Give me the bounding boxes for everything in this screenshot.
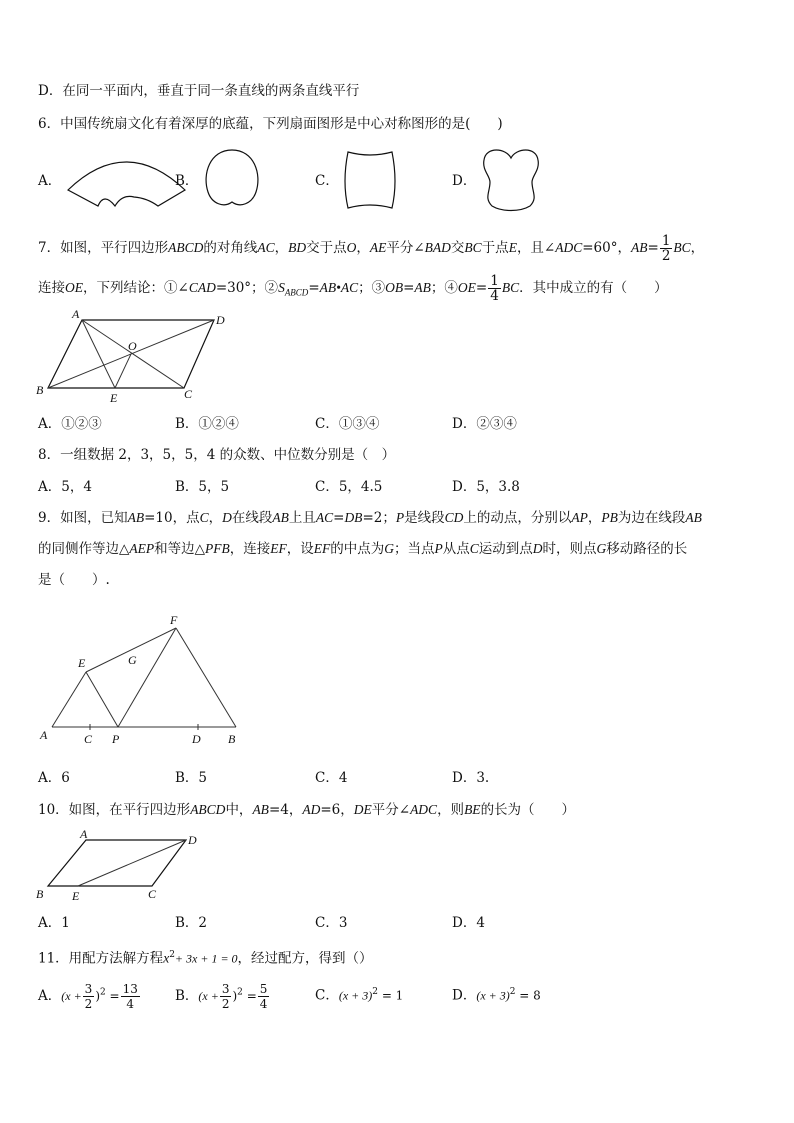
q7-var: OE	[457, 280, 476, 295]
q9-text: 为边在线段	[617, 510, 686, 526]
q11-equation: + 3x + 1 = 0	[174, 951, 238, 966]
q9-text: 的中点为	[330, 541, 385, 557]
q7-text: =60°，	[582, 240, 631, 256]
q9-label-f: F	[170, 613, 178, 627]
q6-fan-shape-b	[200, 146, 264, 212]
q8-option-a: A．5，4	[38, 479, 92, 495]
q8-option-b: B．5，5	[175, 479, 230, 495]
q9-var: PFB	[205, 541, 230, 556]
q9-stem-line2	[38, 539, 687, 559]
q9-text: =10，点	[144, 510, 200, 526]
q9-option-d: D．3.	[452, 770, 490, 786]
q7-var: AB	[631, 240, 648, 255]
q9-var: AB	[272, 510, 289, 525]
q7-var: BC	[673, 240, 691, 255]
q11-exponent: 2	[372, 987, 378, 997]
q10-text: ，则	[437, 802, 465, 818]
q11-expr: = 8	[515, 988, 541, 1003]
q7-text: =30°；②	[215, 280, 279, 296]
q9-var: C	[199, 510, 209, 525]
fraction-denominator: 2	[661, 248, 671, 264]
q11-expr: (x + 3)	[476, 988, 510, 1003]
q11-fraction	[83, 982, 95, 1011]
q7-var: BC	[464, 240, 482, 255]
q7-stem-line1	[38, 234, 704, 263]
q8-option-d: D．5，3.8	[452, 479, 520, 495]
q11-text: 11．用配方法解方程	[38, 950, 164, 967]
q10-var: BE	[464, 802, 481, 817]
q9-var: AB	[685, 510, 702, 525]
q10-text: 平分∠	[371, 802, 411, 818]
q9-text: 在线段	[231, 510, 273, 526]
q10-label-b: B	[36, 887, 44, 901]
q7-label-e: E	[110, 391, 118, 405]
q7-text: 交于点	[306, 240, 347, 256]
q10-text: =6，	[320, 802, 354, 818]
q10-var: AB	[252, 802, 269, 817]
q11-expr: =	[242, 989, 257, 1003]
q9-text: ，连接	[229, 541, 271, 557]
q7-var: E	[508, 240, 517, 255]
q9-var: P	[395, 510, 405, 525]
q11-option-b	[175, 982, 270, 1011]
q11-option-c	[315, 982, 403, 1006]
q9-text: 上的动点，分别以	[463, 510, 572, 526]
q9-label-g: G	[128, 653, 137, 667]
q9-var: EF	[313, 541, 331, 556]
q7-text: ，	[690, 240, 705, 256]
q9-text: 上且	[288, 510, 316, 526]
q7-option-a: A．①②③	[38, 416, 102, 432]
fraction-numerator: 1	[661, 233, 671, 249]
q9-segment-ep	[86, 672, 118, 727]
q9-text: =2；	[362, 510, 396, 526]
q11-exponent: 2	[509, 987, 516, 997]
q7-text: =	[403, 280, 415, 296]
fraction-numerator: 1	[490, 273, 499, 289]
fraction-numerator: 5	[259, 982, 268, 996]
q10-var: AD	[302, 802, 321, 817]
q9-label-a: A	[40, 728, 48, 742]
q11-exponent: 2	[237, 987, 243, 998]
q7-segment-ae	[82, 320, 115, 388]
q7-parallelogram-figure	[34, 306, 244, 406]
q11-expr: )	[95, 989, 100, 1003]
q11-expr: = 1	[378, 988, 404, 1003]
q9-option-a: A．6	[38, 770, 70, 786]
q11-expr: (x + 3)	[338, 988, 373, 1003]
q10-option-b: B．2	[175, 915, 208, 931]
q7-text: 交	[450, 240, 465, 256]
q9-segment-ae	[52, 672, 86, 727]
q9-label-p: P	[112, 732, 120, 746]
fraction-denominator: 4	[126, 997, 135, 1011]
q9-var: AB	[127, 510, 145, 525]
q7-var: S	[278, 280, 285, 295]
q7-text: 平分∠	[386, 240, 425, 256]
q8-option-c: C．5，4.5	[315, 479, 383, 495]
q11-var: x	[163, 950, 170, 966]
fraction-numerator: 3	[84, 982, 93, 996]
fraction-denominator: 4	[259, 997, 268, 1011]
q7-option-c: C．①③④	[315, 416, 380, 432]
q9-text: 移动路径的长	[606, 541, 688, 557]
q11-expr: (x +	[61, 989, 82, 1003]
q6-fan-shape-d	[478, 146, 544, 214]
q6-fan-shape-a	[62, 148, 192, 210]
q9-option-b: B．5	[175, 770, 208, 786]
q7-diagonal-ac	[82, 320, 184, 388]
q6-option-d-label: D．	[452, 173, 477, 189]
q7-stem-line2	[38, 274, 668, 303]
q7-text: ，	[356, 240, 370, 256]
q7-var: OB	[385, 280, 404, 295]
q8-stem: 8．一组数据 2，3，5，5，4 的众数、中位数分别是（ ）	[38, 447, 396, 463]
q9-text: ；当点	[394, 541, 435, 557]
q10-stem	[38, 800, 575, 820]
q7-var: AB•AC	[319, 280, 359, 295]
q9-var: G	[384, 541, 395, 556]
q10-var: DE	[353, 802, 372, 817]
q9-stem-line1	[38, 508, 702, 528]
q7-fraction-quarter	[488, 274, 501, 303]
q11-expr: =	[105, 989, 120, 1003]
q9-var: C	[469, 541, 479, 556]
fraction-denominator: 4	[490, 288, 499, 304]
q10-text: =4，	[268, 802, 303, 818]
q11-stem	[38, 945, 373, 969]
fraction-denominator: 2	[221, 997, 230, 1011]
q11-option-d	[452, 982, 541, 1006]
q10-parallelogram-abcd	[48, 840, 186, 886]
q9-var: D	[532, 541, 543, 556]
q10-segment-de	[78, 840, 186, 886]
q10-text: 中，	[225, 802, 253, 818]
q7-var: BAD	[424, 240, 451, 255]
q9-equilateral-triangles-figure	[36, 612, 246, 747]
fraction-denominator: 2	[84, 997, 93, 1011]
q9-text: 时，则点	[542, 541, 597, 557]
q10-label-a: A	[80, 827, 88, 841]
q9-text: 是线段	[404, 510, 445, 526]
q9-var: AC	[315, 510, 334, 525]
q7-text: 7．如图，平行四边形	[38, 240, 169, 256]
q9-text: ，设	[286, 541, 314, 557]
q7-text: ．其中成立的有（ ）	[519, 280, 668, 296]
q11-fraction	[258, 982, 270, 1011]
q9-var: DB	[344, 510, 363, 525]
q9-var: AP	[571, 510, 588, 525]
q11-exponent: 2	[100, 987, 106, 998]
q9-text: 运动到点	[478, 541, 533, 557]
q7-var: CAD	[188, 280, 216, 295]
q7-text: =	[475, 280, 488, 296]
q9-segment-pf	[118, 628, 176, 727]
q11-option-a	[38, 982, 141, 1011]
q7-label-b: B	[36, 383, 44, 397]
q7-var: O	[346, 240, 357, 255]
q10-var: ABCD	[190, 802, 226, 817]
q7-var: OE	[65, 280, 83, 295]
q10-text: 的长为（ ）	[480, 802, 576, 818]
q7-text: 连接	[38, 280, 65, 296]
q7-var: BD	[288, 240, 307, 255]
q7-label-d: D	[216, 313, 225, 327]
q9-text: 和等边△	[154, 541, 206, 557]
q7-label-o: O	[128, 339, 137, 353]
q9-var: EF	[270, 541, 287, 556]
q7-var: AC	[257, 240, 275, 255]
q9-text: 从点	[442, 541, 470, 557]
q9-var: G	[596, 541, 607, 556]
q9-var: CD	[444, 510, 464, 525]
q6-option-c-label: C．	[315, 173, 339, 189]
q10-var: ADC	[410, 802, 438, 817]
q9-label-b: B	[228, 732, 236, 746]
fraction-numerator: 13	[122, 982, 138, 996]
q10-parallelogram-figure	[34, 826, 204, 904]
q10-label-d: D	[188, 833, 197, 847]
q7-text: =	[308, 280, 320, 296]
q7-text: 于点	[481, 240, 509, 256]
q7-fraction-half	[660, 234, 673, 263]
q7-option-d: D．②③④	[452, 416, 517, 432]
q9-text: ，	[587, 510, 602, 526]
q6-option-a-label: A．	[38, 173, 62, 189]
q6-option-b-label: B．	[175, 173, 199, 189]
q9-option-c: C．4	[315, 770, 348, 786]
q11-option-label: A．	[38, 988, 62, 1004]
q7-var: BC	[501, 280, 520, 295]
q9-text: 的同侧作等边△	[38, 541, 130, 557]
q7-text: ，	[274, 240, 289, 256]
q9-text: ，	[208, 510, 223, 526]
q7-label-a: A	[72, 307, 80, 321]
q9-var: P	[434, 541, 443, 556]
q10-option-a: A．1	[38, 915, 70, 931]
q11-option-label: C．	[315, 987, 339, 1004]
q6-fan-shape-c	[340, 148, 400, 214]
q10-label-c: C	[148, 887, 157, 901]
q7-var: ADC	[555, 240, 583, 255]
q11-fraction	[220, 982, 232, 1011]
q11-exponent: 2	[169, 950, 175, 960]
q9-label-d: D	[192, 732, 201, 746]
q7-text: ，下列结论：①∠	[83, 280, 189, 296]
q9-var: D	[222, 510, 232, 525]
q7-text: 的对角线	[203, 240, 258, 256]
q10-option-d: D．4	[452, 915, 485, 931]
q11-option-label: B．	[175, 988, 199, 1004]
q7-text: ，且∠	[516, 240, 556, 256]
q11-expr: )	[232, 989, 238, 1003]
q9-label-e: E	[78, 656, 86, 670]
q7-option-b: B．①②④	[175, 416, 239, 432]
q9-text: 9．如图，已知	[38, 510, 128, 526]
q11-expr: (x +	[198, 989, 219, 1003]
q11-option-label: D．	[452, 987, 477, 1004]
q7-text: ；④	[430, 280, 458, 296]
q7-var: AB	[414, 280, 431, 295]
q9-stem-line3: 是（ ）.	[38, 572, 110, 588]
q10-text: 10．如图，在平行四边形	[38, 802, 191, 818]
q7-text: ；③	[358, 280, 386, 296]
fraction-numerator: 3	[221, 982, 230, 996]
q7-var: AE	[369, 240, 387, 255]
q9-var: AEP	[129, 541, 155, 556]
q7-var: ABCD	[168, 240, 204, 255]
q11-fraction	[121, 982, 140, 1011]
q9-text: =	[333, 510, 345, 526]
q10-option-c: C．3	[315, 915, 348, 931]
q11-text: ，经过配方，得到（）	[237, 950, 373, 967]
q9-var: PB	[601, 510, 618, 525]
q9-segment-fb	[176, 628, 236, 727]
q9-label-c: C	[84, 732, 93, 746]
q7-text: =	[647, 240, 659, 256]
q5-option-d: D．在同一平面内，垂直于同一条直线的两条直线平行	[38, 83, 360, 99]
q7-subscript: ABCD	[284, 287, 309, 298]
q7-label-c: C	[184, 387, 193, 401]
q10-label-e: E	[72, 889, 80, 903]
q6-stem: 6．中国传统扇文化有着深厚的底蕴，下列扇面图形是中心对称图形的是( )	[38, 116, 503, 132]
